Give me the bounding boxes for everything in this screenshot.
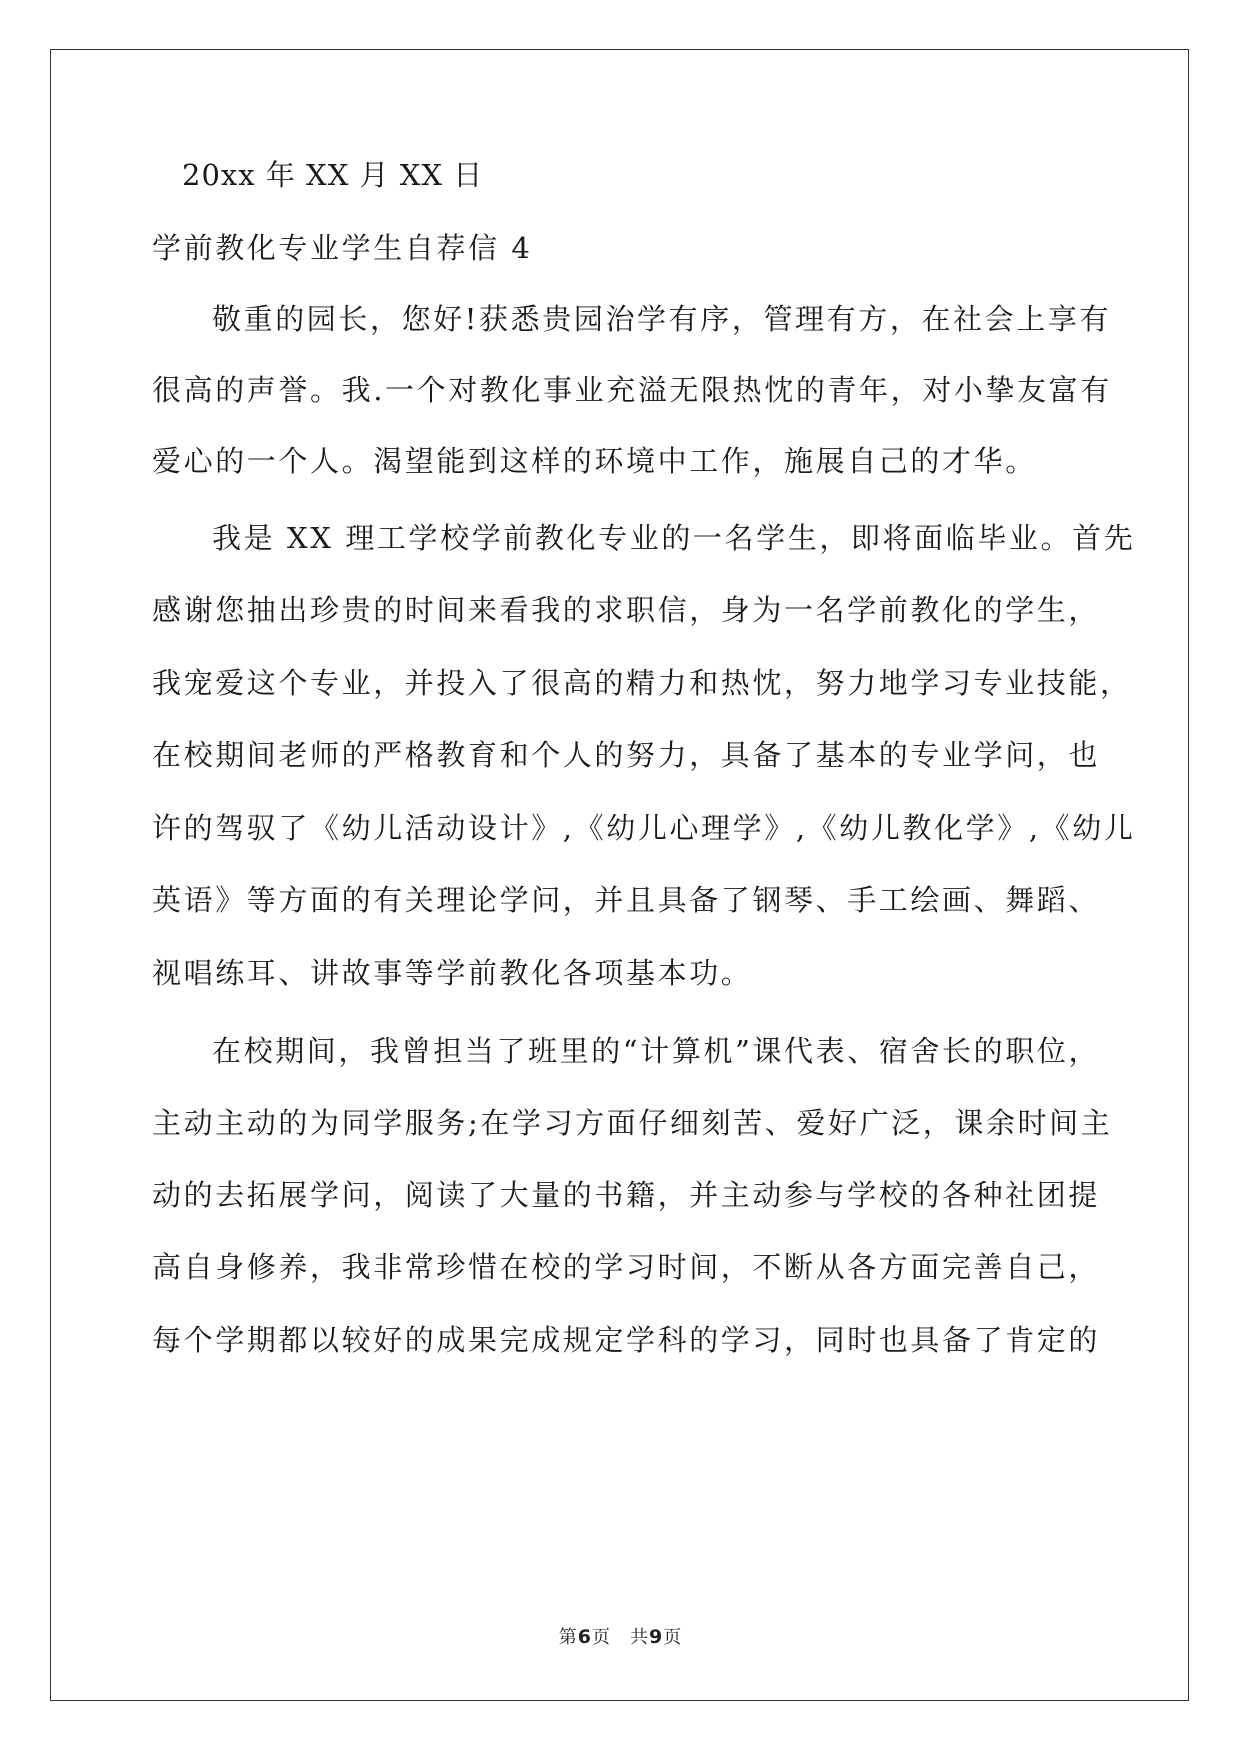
paragraph-line: 爱心的一个人。渴望能到这样的环境中工作，施展自己的才华。 bbox=[152, 444, 1037, 478]
paragraph-line: 在校期间老师的严格教育和个人的努力，具备了基本的专业学问，也 bbox=[152, 738, 1101, 772]
paragraph-line: 在校期间，我曾担当了班里的“计算机”课代表、宿舍长的职位， bbox=[212, 1034, 1101, 1068]
footer-suffix: 页 bbox=[663, 1627, 683, 1648]
paragraph-line: 很高的声誉。我.一个对教化事业充溢无限热忱的青年，对小挚友富有 bbox=[152, 373, 1112, 407]
paragraph-line: 视唱练耳、讲故事等学前教化各项基本功。 bbox=[152, 956, 753, 990]
paragraph-line: 许的驾驭了《幼儿活动设计》,《幼儿心理学》,《幼儿教化学》,《幼儿 bbox=[152, 811, 1136, 845]
current-page-number: 6 bbox=[577, 1626, 592, 1648]
paragraph-line: 英语》等方面的有关理论学问，并且具备了钢琴、手工绘画、舞蹈、 bbox=[152, 883, 1101, 917]
page-number-footer bbox=[0, 1623, 1241, 1649]
paragraph-line: 高自身修养，我非常珍惜在校的学习时间，不断从各方面完善自己， bbox=[152, 1250, 1101, 1284]
paragraph-line: 感谢您抽出珍贵的时间来看我的求职信，身为一名学前教化的学生， bbox=[152, 593, 1101, 627]
paragraph-line: 我宠爱这个专业，并投入了很高的精力和热忱，努力地学习专业技能， bbox=[152, 666, 1132, 700]
letter-title: 学前教化专业学生自荐信 4 bbox=[152, 231, 533, 265]
paragraph-line: 每个学期都以较好的成果完成规定学科的学习，同时也具备了肯定的 bbox=[152, 1323, 1101, 1357]
footer-prefix: 第 bbox=[558, 1627, 578, 1648]
paragraph-line: 敬重的园长，您好!获悉贵园治学有序，管理有方，在社会上享有 bbox=[212, 302, 1112, 336]
date-line: 20xx 年 XX 月 XX 日 bbox=[182, 158, 484, 192]
paragraph-line: 我是 XX 理工学校学前教化专业的一名学生，即将面临毕业。首先 bbox=[212, 521, 1136, 555]
total-pages-number: 9 bbox=[649, 1626, 664, 1648]
paragraph-line: 动的去拓展学问，阅读了大量的书籍，并主动参与学校的各种社团提 bbox=[152, 1178, 1101, 1212]
paragraph-line: 主动主动的为同学服务;在学习方面仔细刻苦、爱好广泛，课余时间主 bbox=[152, 1106, 1113, 1140]
page-border bbox=[50, 49, 1189, 1701]
footer-mid: 页 共 bbox=[592, 1627, 649, 1648]
